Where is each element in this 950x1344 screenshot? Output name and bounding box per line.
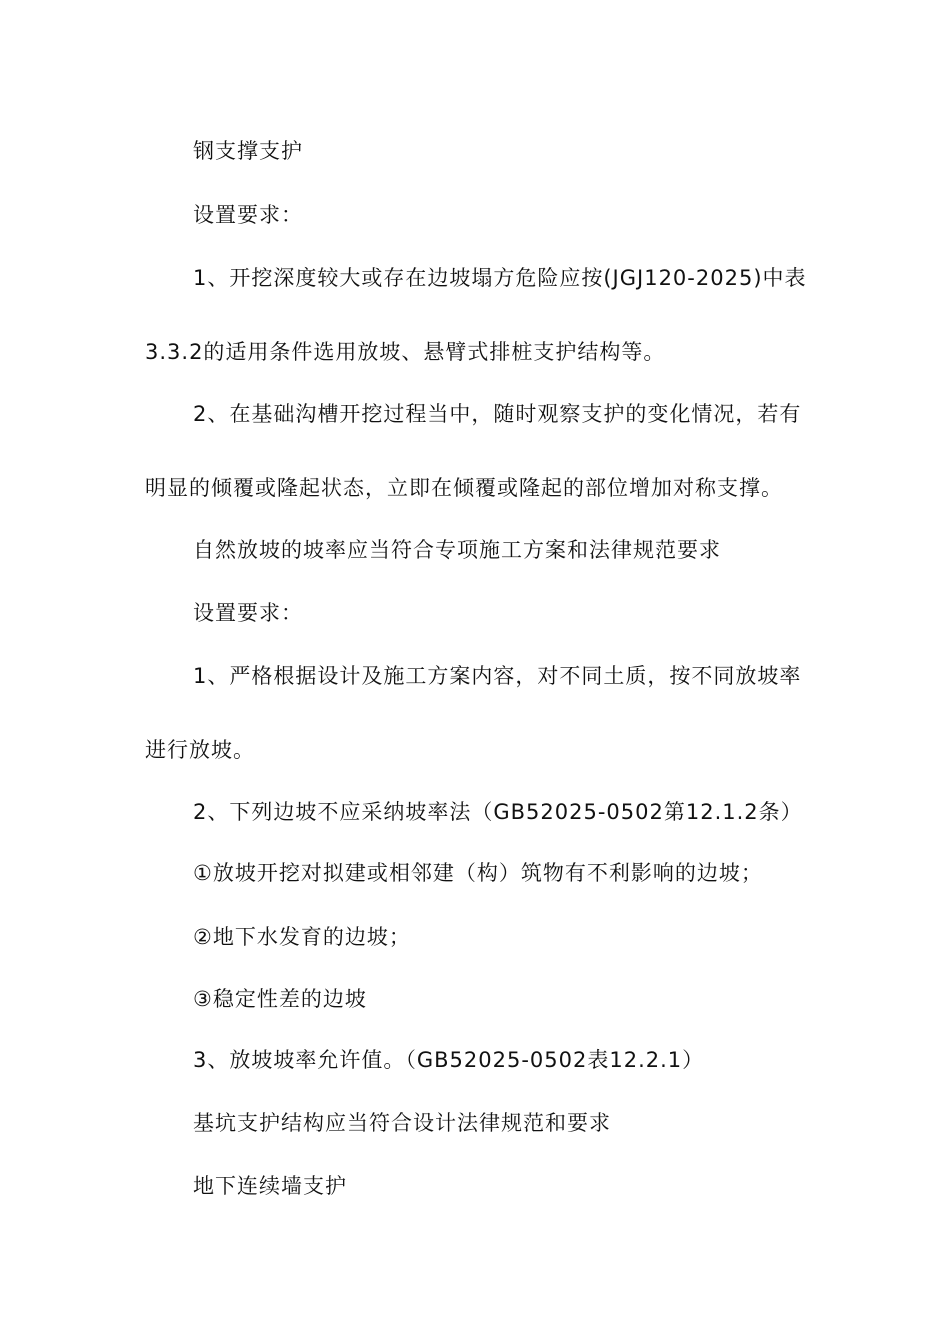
heading-natural-slope: 自然放坡的坡率应当符合专项施工方案和法律规范要求 <box>193 538 721 562</box>
paragraph-line: 进行放坡。 <box>145 738 255 762</box>
heading-steel-support: 钢支撑支护 <box>193 139 303 163</box>
setting-requirements-label: 设置要求： <box>193 601 303 625</box>
paragraph-line: 2、下列边坡不应采纳坡率法（GB52025-0502第12.1.2条） <box>193 800 803 824</box>
list-item: ③稳定性差的边坡 <box>193 987 367 1011</box>
paragraph-line: 1、开挖深度较大或存在边坡塌方危险应按(JGJ120-2025)中表 <box>193 266 807 290</box>
paragraph-line: 2、在基础沟槽开挖过程当中，随时观察支护的变化情况，若有 <box>193 402 802 426</box>
list-item: ①放坡开挖对拟建或相邻建（构）筑物有不利影响的边坡； <box>193 861 763 885</box>
heading-diaphragm-wall: 地下连续墙支护 <box>193 1174 347 1198</box>
paragraph-line: 1、严格根据设计及施工方案内容，对不同土质，按不同放坡率 <box>193 664 802 688</box>
paragraph-line: 3.3.2的适用条件选用放坡、悬臂式排桩支护结构等。 <box>145 340 666 364</box>
setting-requirements-label: 设置要求： <box>193 203 303 227</box>
heading-pit-support: 基坑支护结构应当符合设计法律规范和要求 <box>193 1111 611 1135</box>
list-item: ②地下水发育的边坡； <box>193 925 411 949</box>
paragraph-line: 3、放坡坡率允许值。（GB52025-0502表12.2.1） <box>193 1048 705 1072</box>
paragraph-line: 明显的倾覆或隆起状态，立即在倾覆或隆起的部位增加对称支撑。 <box>145 476 783 500</box>
